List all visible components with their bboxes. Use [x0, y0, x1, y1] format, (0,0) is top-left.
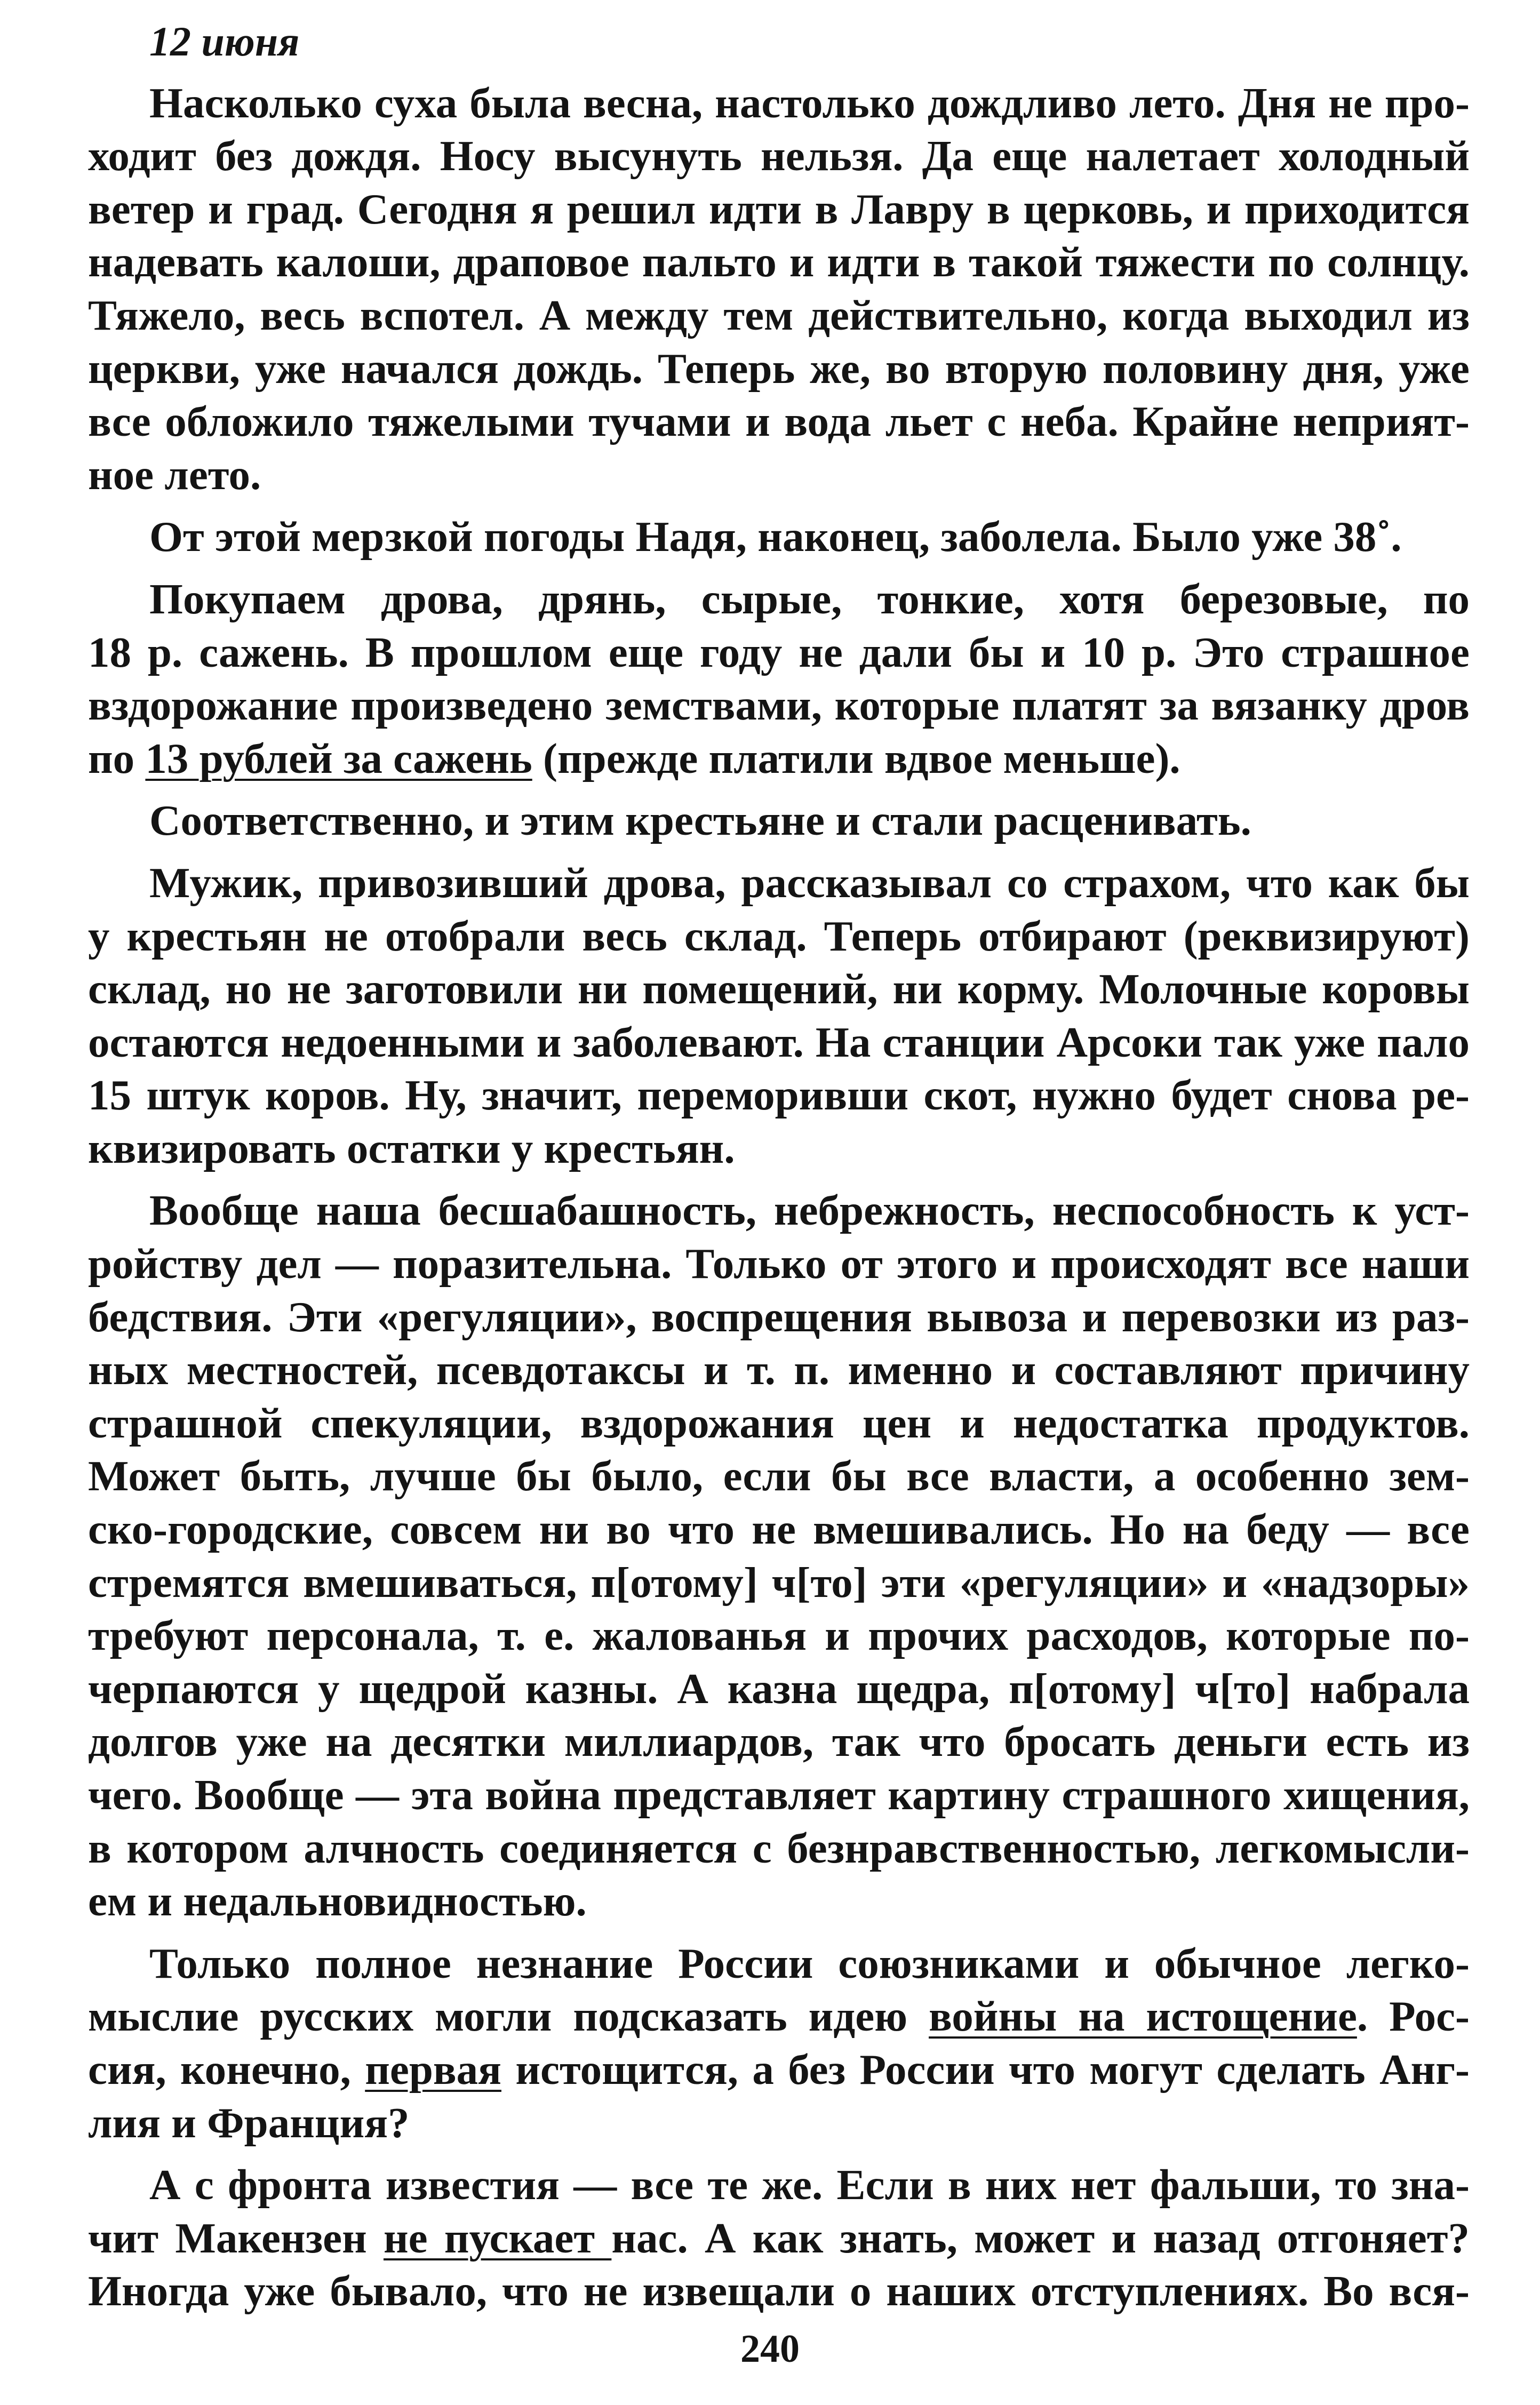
text-line	[88, 1122, 1470, 1176]
text-run: квизировать остатки у крестьян.	[88, 1124, 735, 1172]
text-line	[88, 2265, 1470, 2318]
text-line	[88, 1715, 1470, 1769]
text-run: стремятся вмешиваться, п[отому] ч[то] эти «регуляции» и «надзоры»	[88, 1558, 1470, 1607]
text-run: черпаются у щедрой казны. А казна щедра, п[отому] ч[то] набрала	[88, 1664, 1470, 1713]
text-line	[88, 510, 1470, 564]
text-line	[88, 2043, 1470, 2097]
text-line	[88, 1663, 1470, 1716]
text-line	[88, 1184, 1470, 1237]
text-run: церкви, уже начался дождь. Теперь же, во вторую половину дня, уже	[88, 344, 1470, 393]
underlined-text: 13 рублей за сажень	[145, 734, 532, 782]
text-run: . Рос-	[1357, 1992, 1470, 2041]
text-line	[88, 183, 1470, 236]
text-line	[88, 1237, 1470, 1291]
paragraph	[88, 510, 1470, 564]
page-number: 240	[740, 2327, 800, 2371]
text-run: 18 р. сажень. В прошлом еще году не дали бы и 10 р. Это страшное	[88, 628, 1470, 676]
text-line	[88, 1291, 1470, 1344]
paragraph	[88, 857, 1470, 1176]
text-run: (прежде платили вдвое меньше).	[532, 734, 1180, 782]
text-line	[88, 236, 1470, 289]
text-run: чит Макензен	[88, 2214, 384, 2262]
text-run: остаются недоенными и заболевают. На станции Арсоки так уже пало	[88, 1018, 1470, 1066]
text-line	[88, 573, 1470, 626]
paragraph	[88, 1937, 1470, 2150]
text-line	[88, 732, 1470, 786]
text-run: ных местностей, псевдотаксы и т. п. именно и составляют причину	[88, 1346, 1470, 1394]
paragraph	[88, 794, 1470, 848]
text-line	[88, 857, 1470, 910]
text-run: Только полное незнание России союзниками и обычное легко-	[149, 1939, 1470, 1987]
text-line	[88, 1937, 1470, 1991]
body-text	[88, 77, 1470, 2318]
text-line	[88, 130, 1470, 183]
text-line	[88, 1556, 1470, 1610]
text-line	[88, 77, 1470, 130]
text-run: требуют персонала, т. е. жалованья и прочих расходов, которые по-	[88, 1611, 1470, 1660]
text-line	[88, 395, 1470, 449]
text-line	[88, 1016, 1470, 1069]
text-run: Соответственно, и этим крестьяне и стали расценивать.	[149, 796, 1251, 845]
text-line	[88, 449, 1470, 502]
underlined-text: первая	[365, 2045, 501, 2094]
paragraph	[88, 77, 1470, 502]
text-run: бедствия. Эти «регуляции», воспрещения вывоза и перевозки из раз-	[88, 1292, 1470, 1341]
text-line	[88, 1450, 1470, 1503]
text-line	[88, 2212, 1470, 2265]
text-run: истощится, а без России что могут сделать Анг-	[501, 2045, 1470, 2094]
text-line	[88, 289, 1470, 342]
book-page	[88, 15, 1470, 2327]
text-run: Мужик, привозивший дрова, рассказывал со страхом, что как бы	[149, 858, 1470, 907]
text-run: склад, но не заготовили ни помещений, ни корму. Молочные коровы	[88, 965, 1470, 1013]
text-line	[88, 626, 1470, 680]
text-line	[88, 679, 1470, 732]
text-line	[88, 1069, 1470, 1122]
text-run: сия, конечно,	[88, 2045, 365, 2094]
text-run: От этой мерзкой погоды Надя, наконец, заболела. Было уже 38˚.	[149, 513, 1402, 561]
text-run: по	[88, 734, 146, 782]
text-run: в котором алчность соединяется с безнравственностью, легкомысли-	[88, 1824, 1470, 1872]
text-run: Иногда уже бывало, что не извещали о наших отступлениях. Во вся-	[88, 2267, 1470, 2315]
entry-date: 12 июня	[149, 18, 300, 65]
text-run: Может быть, лучше бы было, если бы все власти, а особенно зем-	[88, 1452, 1470, 1500]
text-run: у крестьян не отобрали весь склад. Теперь отбирают (реквизируют)	[88, 912, 1470, 960]
text-run: надевать калоши, драповое пальто и идти в такой тяжести по солнцу.	[88, 238, 1470, 286]
text-run: все обложило тяжелыми тучами и вода льет с неба. Крайне неприят-	[88, 397, 1470, 446]
text-run: долгов уже на десятки миллиардов, так что бросать деньги есть из	[88, 1717, 1470, 1766]
text-run: 15 штук коров. Ну, значит, переморивши скот, нужно будет снова ре-	[88, 1071, 1470, 1120]
text-run: ройству дел — поразительна. Только от этого и происходят все наши	[88, 1240, 1470, 1288]
underlined-text: войны на истощение	[929, 1992, 1357, 2041]
paragraph	[88, 1184, 1470, 1928]
text-run: А с фронта известия — все те же. Если в них нет фальши, то зна-	[149, 2161, 1470, 2209]
text-line	[88, 1769, 1470, 1822]
text-run: страшной спекуляции, вздорожания цен и недостатка продуктов.	[88, 1399, 1470, 1447]
text-line	[88, 1990, 1470, 2043]
text-run: Тяжело, весь вспотел. А между тем действительно, когда выходил из	[88, 291, 1470, 339]
text-run: Покупаем дрова, дрянь, сырые, тонкие, хотя березовые, по	[149, 574, 1470, 623]
text-run: вздорожание произведено земствами, которые платят за вязанку дров	[88, 681, 1470, 730]
text-run: ем и недальновидностью.	[88, 1877, 587, 1925]
underlined-text: не пускает	[383, 2214, 612, 2262]
text-line	[88, 794, 1470, 848]
text-run: ное лето.	[88, 450, 261, 499]
text-line	[88, 2159, 1470, 2212]
text-run: ветер и град. Сегодня я решил идти в Лавру в церковь, и приходится	[88, 185, 1470, 233]
text-run: лия и Франция?	[88, 2098, 410, 2147]
paragraph	[88, 573, 1470, 785]
text-run: мыслие русских могли подсказать идею	[88, 1992, 929, 2041]
text-line	[88, 1344, 1470, 1397]
text-line	[88, 1822, 1470, 1875]
text-run: нас. А как знать, может и назад отгоняет?	[611, 2214, 1470, 2262]
text-line	[88, 1609, 1470, 1663]
text-line	[88, 910, 1470, 963]
text-run: Вообще наша бесшабашность, небрежность, неспособность к уст-	[149, 1186, 1470, 1235]
text-line	[88, 342, 1470, 396]
text-line	[88, 1875, 1470, 1928]
paragraph	[88, 2159, 1470, 2318]
text-run: чего. Вообще — эта война представляет картину страшного хищения,	[88, 1771, 1470, 1819]
text-line	[88, 1503, 1470, 1556]
text-line	[88, 1397, 1470, 1450]
text-run: ходит без дождя. Носу высунуть нельзя. Да еще налетает холодный	[88, 132, 1470, 180]
text-run: Насколько суха была весна, настолько дождливо лето. Дня не про-	[149, 78, 1470, 127]
text-line	[88, 963, 1470, 1016]
text-line	[88, 2097, 1470, 2150]
text-run: ско-городские, совсем ни во что не вмешивались. Но на беду — все	[88, 1505, 1470, 1554]
